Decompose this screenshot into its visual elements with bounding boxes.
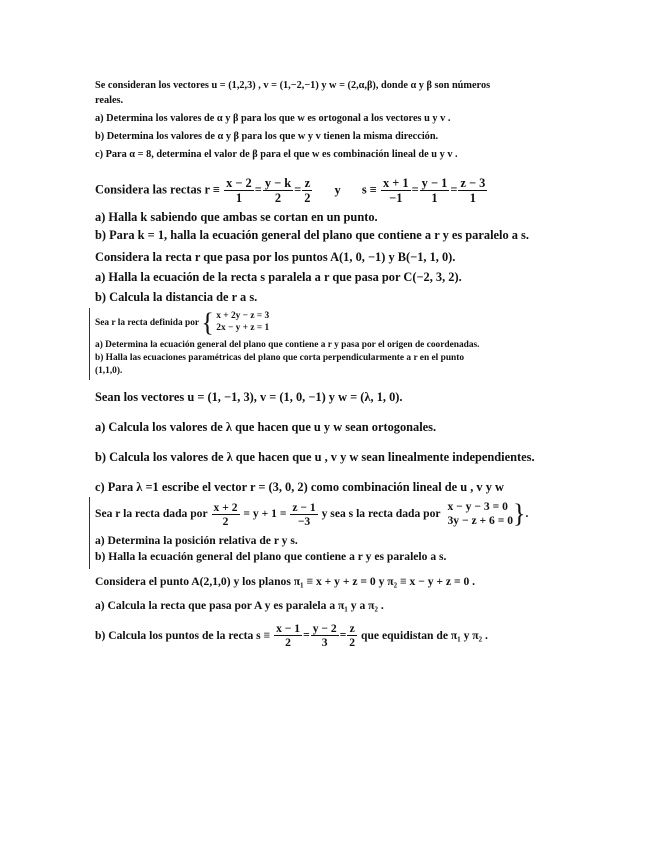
p6-intro: Sea r la recta dada por <box>95 507 208 521</box>
p2-fraction-1: $\frac{x - 2}{1}$ <box>226 176 252 206</box>
p2-part-b: b) Para k = 1, halla la ecuación general del plano que contiene a r y es paralelo a s. <box>95 227 529 242</box>
p4-part-b: b) Halla las ecuaciones paramétricas del plano que corta perpendicularmente a r en el punto <box>95 353 465 363</box>
p2-fraction-4: $\frac{x + 1}{-1}$ <box>382 176 409 206</box>
p6-brace: } <box>513 499 526 529</box>
problem-7 <box>95 574 565 650</box>
p1-part-a: a) Determina los valores de α y β para los que w es ortogonal a los vectores u y v . <box>95 113 451 124</box>
p4-part-b-cont: (1,1,0). <box>95 366 123 376</box>
p1-part-c: c) Para α = 8, determina el valor de β para el que w es combinación lineal de u y v . <box>95 149 458 160</box>
p5-statement: Sean los vectores u = (1, −1, 3), v = (1, 0, −1) y w = (λ, 1, 0). <box>95 390 403 404</box>
problem-2 <box>95 176 565 244</box>
p4-equation-2: 2x − y + z = 1 <box>216 323 270 333</box>
p2-part-a: a) Halla k sabiendo que ambas se cortan en un punto. <box>95 209 378 224</box>
p6-system <box>447 500 513 529</box>
p1-part-b: b) Determina los valores de α y β para los que w y v tienen la misma dirección. <box>95 131 439 142</box>
p4-system <box>216 311 269 335</box>
p1-statement-cont: reales. <box>95 95 124 106</box>
p7-part-b-end: que equidistan de π₁ y π₂ . <box>361 628 488 642</box>
problem-3 <box>95 248 565 306</box>
p3-statement: Considera la recta r que pasa por los puntos A(1, 0, −1) y B(−1, 1, 0). <box>95 250 456 264</box>
p6-fraction-1: $\frac{x + 2}{2}$ <box>213 500 238 528</box>
p6-equation-2: 3y − z + 6 = 0 <box>447 514 514 528</box>
problem-1 <box>95 78 565 162</box>
p2-fraction-2: $\frac{y - k}{2}$ <box>264 176 292 206</box>
p2-s-label: s ≡ <box>361 182 377 197</box>
problem-5 <box>95 388 565 496</box>
p6-middle-1: = y + 1 = <box>243 507 287 521</box>
p2-intro: Considera las rectas r ≡ <box>95 182 220 197</box>
p2-fraction-5: $\frac{y - 1}{1}$ <box>421 176 448 206</box>
p5-part-c: c) Para λ =1 escribe el vector r = (3, 0, 2) como combinación lineal de u , v y w <box>95 480 504 494</box>
p7-part-b: b) Calcula los puntos de la recta s ≡ $\frac{x - 1}{2}$ = $\frac{y - 2}{3}$ = $\frac{z}{2}$ que equidistan de π₁ y π₂ . <box>95 622 488 650</box>
p7-part-a: a) Calcula la recta que pasa por A y es paralela a π₁ y a π₂ . <box>95 599 384 612</box>
problem-6 <box>95 500 565 565</box>
p4-equation-1: x + 2y − z = 3 <box>216 311 270 322</box>
margin-bar-p6 <box>89 497 90 569</box>
p2-fraction-6: $\frac{z - 3}{1}$ <box>460 176 486 206</box>
p7-statement: Considera el punto A(2,1,0) y los planos π₁ ≡ x + y + z = 0 y π₂ ≡ x − y + z = 0 . <box>95 575 476 588</box>
p4-intro: Sea r la recta definida por <box>95 317 200 328</box>
p3-part-a: a) Halla la ecuación de la recta s paralela a r que pasa por C(−2, 3, 2). <box>95 270 462 284</box>
p4-brace: { <box>201 308 214 337</box>
p6-statement: Sea r la recta dada por $\frac{x + 2}{2}$ = y + 1 = $\frac{z - 1}{-3}$ y sea s la recta dada por x − y − 3 = 0 3y − z + 6 = 0 }. <box>95 499 529 529</box>
p5-part-b: b) Calcula los valores de λ que hacen que u , v y w sean linealmente independientes. <box>95 450 535 464</box>
p7-fraction-3: $\frac{z}{2}$ <box>349 622 356 650</box>
p6-middle-2: y sea s la recta dada por <box>321 507 441 521</box>
margin-bar-p4 <box>89 308 90 380</box>
p6-part-b: b) Halla la ecuación general del plano que contiene a r y es paralelo a s. <box>95 549 447 563</box>
p2-conjunction: y <box>334 182 341 197</box>
p7-fraction-1: $\frac{x - 1}{2}$ <box>276 622 301 650</box>
p6-part-a: a) Determina la posición relativa de r y s. <box>95 533 298 547</box>
p3-part-b: b) Calcula la distancia de r a s. <box>95 290 258 304</box>
p1-statement: Se consideran los vectores u = (1,2,3) , v = (1,−2,−1) y w = (2,α,β), donde α y β son números <box>95 80 491 91</box>
p6-equation-1: x − y − 3 = 0 <box>447 500 508 513</box>
problem-4 <box>95 310 565 378</box>
p4-part-a: a) Determina la ecuación general del plano que contiene a r y pasa por el origen de coordenadas. <box>95 340 480 350</box>
p7-part-b-intro: b) Calcula los puntos de la recta s ≡ <box>95 628 271 642</box>
p7-fraction-2: $\frac{y - 2}{3}$ <box>312 622 337 650</box>
p6-fraction-2: $\frac{z - 1}{-3}$ <box>292 500 316 528</box>
p5-part-a: a) Calcula los valores de λ que hacen que u y w sean ortogonales. <box>95 420 437 434</box>
p2-fraction-3: $\frac{z}{2}$ <box>304 176 311 206</box>
p4-statement <box>95 310 565 336</box>
p2-statement: Considera las rectas r ≡ $\frac{x - 2}{1}$ = $\frac{y - k}{2}$ = $\frac{z}{2}$ y s ≡ $\frac{x + 1}{-1}$ = $\frac{y - 1}{1}$ = $\frac{z - 3}{1}$ <box>95 176 486 206</box>
